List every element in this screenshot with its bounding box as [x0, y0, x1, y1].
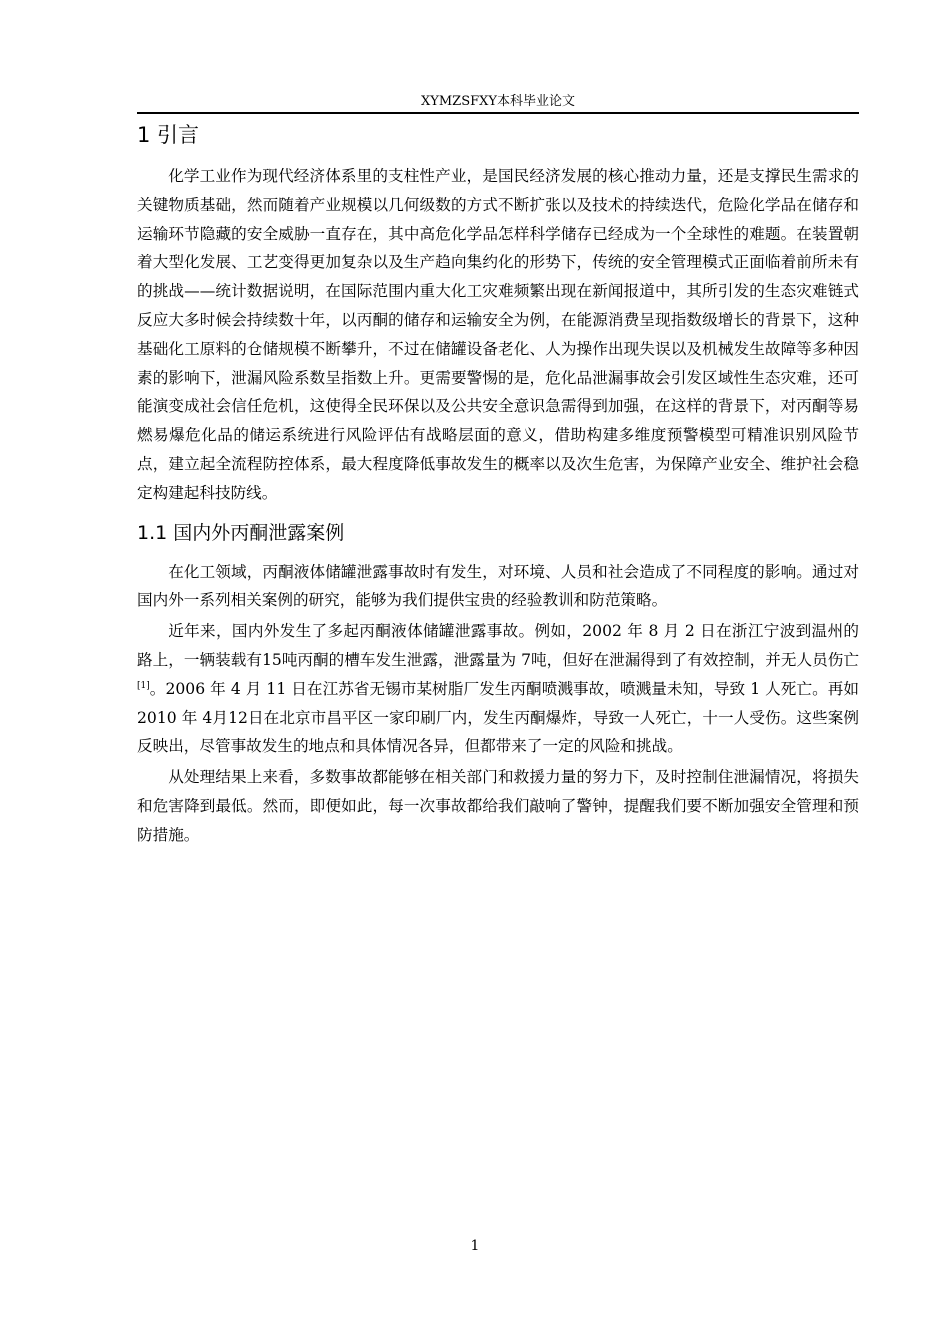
cases-paragraph-2-part-2: 。2006 年 4 月 11 日在江苏省无锡市某树脂厂发生丙酮喷溅事故，喷溅量未知，导致 1 人死亡。再如2010 年 4月12日在北京市昌平区一家印刷厂内，发生丙酮爆炸，导致一人死亡，十一人受伤。这些案例反映出，尽管事故发生的地点和具体情况各异，但都带来了一定的风险和挑战。: [137, 679, 859, 756]
cases-paragraph-3: 从处理结果上来看，多数事故都能够在相关部门和救援力量的努力下，及时控制住泄漏情况，将损失和危害降到最低。然而，即便如此，每一次事故都给我们敲响了警钟，提醒我们要不断加强安全管理和预防措施。: [137, 768, 859, 844]
running-header: [137, 94, 859, 114]
citation-marker[interactable]: [1]: [137, 680, 150, 691]
running-title: XYMZSFXY本科毕业论文: [421, 94, 575, 109]
cases-paragraph-2: [137, 617, 859, 761]
intro-paragraph: 化学工业作为现代经济体系里的支柱性产业，是国民经济发展的核心推动力量，还是支撑民生需求的关键物质基础，然而随着产业规模以几何级数的方式不断扩张以及技术的持续迭代，危险化学品在储存和运输环节隐藏的安全威胁一直存在，其中高危化学品怎样科学储存已经成为一个全球性的难题。在装置朝着大型化发展、工艺变得更加复杂以及生产趋向集约化的形势下，传统的安全管理模式正面临着前所未有的挑战——统计数据说明，在国际范围内重大化工灾难频繁出现在新闻报道中，其所引发的生态灾难链式反应大多时候会持续数十年，以丙酮的储存和运输安全为例，在能源消费呈现指数级增长的背景下，这种基础化工原料的仓储规模不断攀升，不过在储罐设备老化、人为操作出现失误以及机械发生故障等多种因素的影响下，泄漏风险系数呈指数上升。更需要警惕的是，危化品泄漏事故会引发区域性生态灾难，还可能演变成社会信任危机，这使得全民环保以及公共安全意识急需得到加强，在这样的背景下，对丙酮等易燃易爆危化品的储运系统进行风险评估有战略层面的意义，借助构建多维度预警模型可精准识别风险节点，建立起全流程防控体系，最大程度降低事故发生的概率以及次生危害，为保障产业安全、维护社会稳定构建起科技防线。: [137, 167, 859, 502]
cases-paragraph-2-part-1: 近年来，国内外发生了多起丙酮液体储罐泄露事故。例如，2002 年 8 月 2 日在浙江宁波到温州的路上，一辆装载有15吨丙酮的槽车发生泄露，泄露量为 7吨，但好在泄漏得到了有效控制，并无人员伤亡: [137, 622, 859, 669]
cases-paragraph-1: 在化工领域，丙酮液体储罐泄露事故时有发生，对环境、人员和社会造成了不同程度的影响。通过对国内外一系列相关案例的研究，能够为我们提供宝贵的经验教训和防范策略。: [137, 562, 859, 610]
subsection-heading-acetone-cases: 1.1 国内外丙酮泄露案例: [137, 521, 345, 544]
page-number: 1: [470, 1238, 480, 1254]
section-heading-introduction: 1 引言: [137, 123, 200, 147]
page-body: [137, 114, 859, 852]
